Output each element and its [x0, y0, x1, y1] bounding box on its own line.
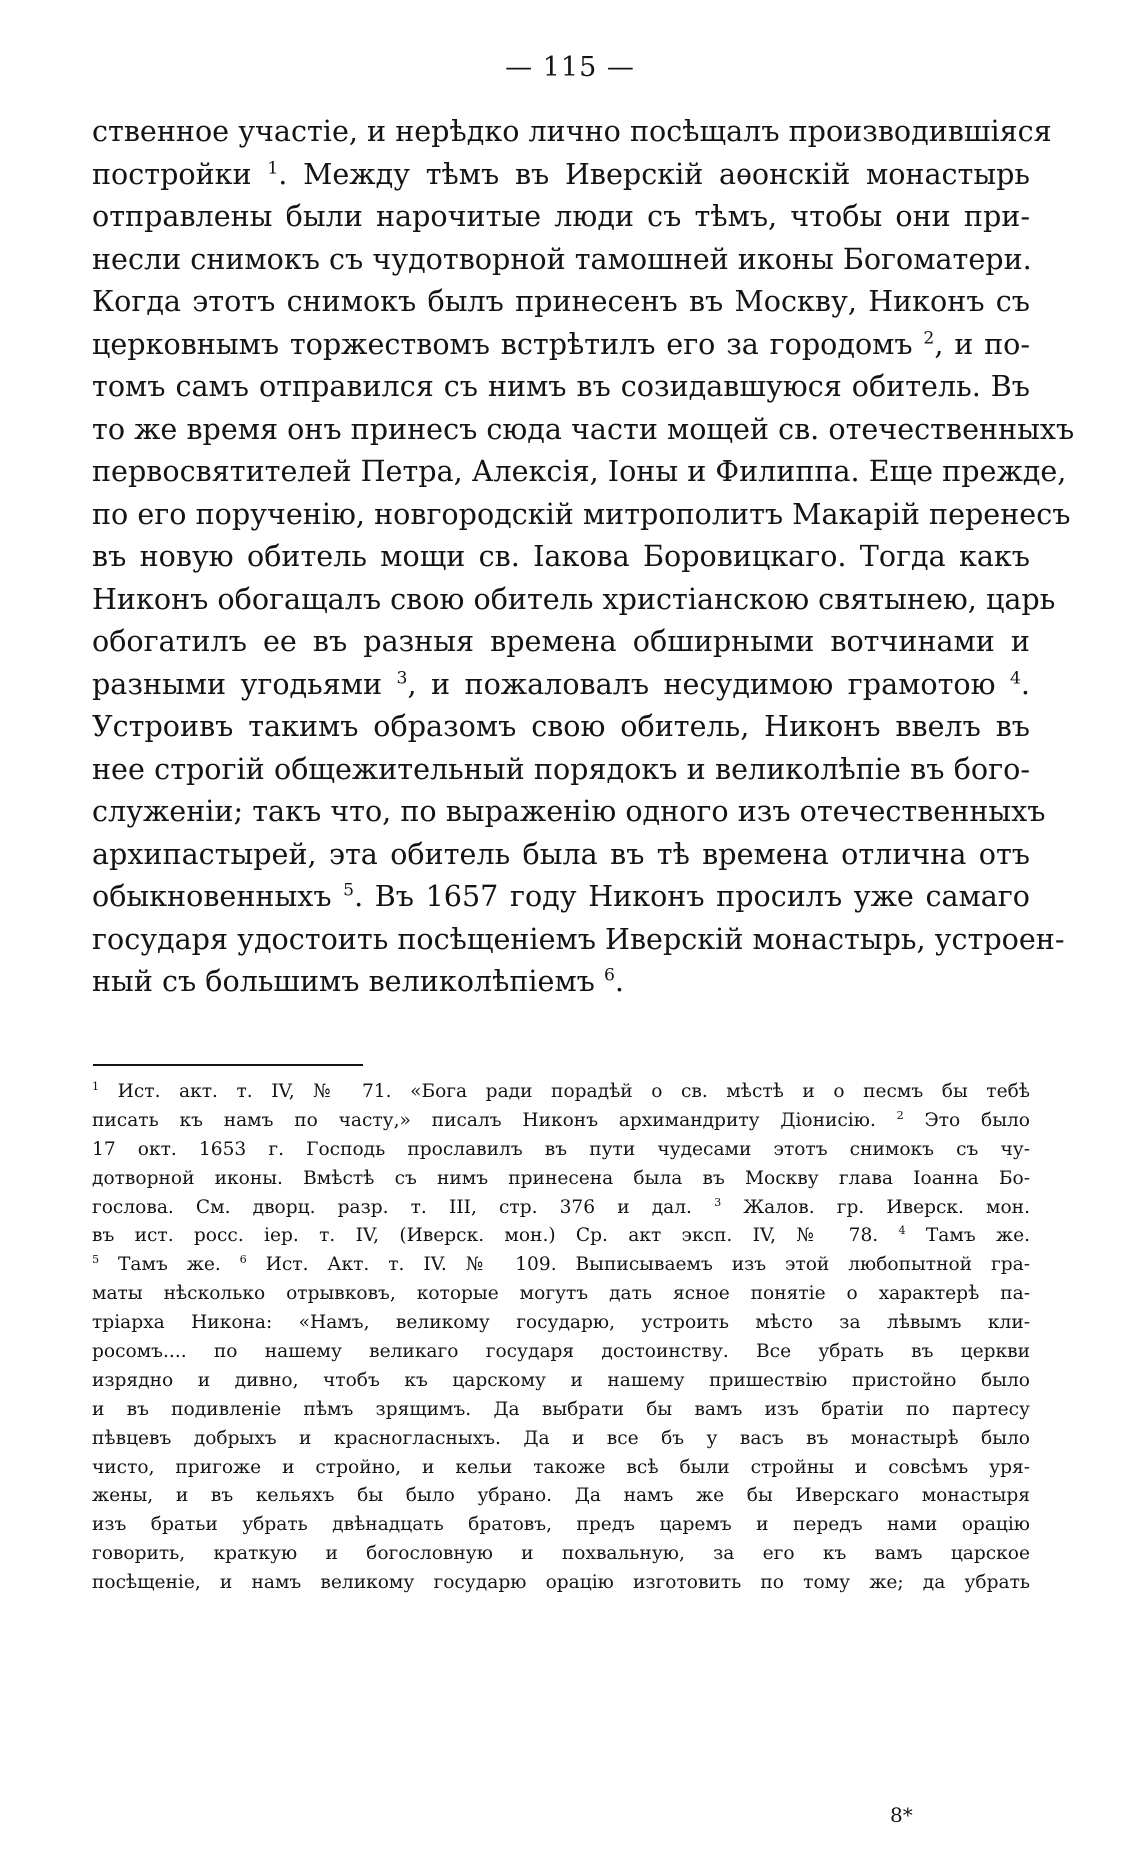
footnote-line: $^5$ Тамъ же. $^6$ Ист. Акт. т. IV. № 109. Выписываемъ изъ этой любопытной гра- [92, 1253, 1030, 1276]
body-line: первосвятителей Петра, Алексія, Іоны и Филиппа. Еще прежде, [92, 454, 1067, 488]
footnotes [92, 1078, 1030, 1598]
body-line: то же время онъ принесъ сюда части мощей св. отечественныхъ [92, 411, 1075, 446]
body-line: разными угодьями $^3$, и пожаловалъ несудимою грамотою $^4$. [92, 666, 1030, 701]
footnote-line: посѣщеніе, и намъ великому государю орацію изготовить по тому же; да убрать [92, 1572, 1030, 1594]
body-line: архипастырей, эта обитель была въ тѣ времена отлична отъ [92, 836, 1030, 871]
footnote-line: $^1$ Ист. акт. т. IV, № 71. «Бога ради порадѣй о св. мѣстѣ и о песмъ бы тебѣ [92, 1079, 1030, 1102]
footnote-divider [93, 1064, 363, 1066]
body-line: ственное участіе, и нерѣдко лично посѣщалъ производившіяся [92, 114, 1052, 148]
body-line: нее строгій общежительный порядокъ и великолѣпіе въ бого- [92, 751, 1030, 786]
footnote-line: тріарха Никона: «Намъ, великому государю, устроить мѣсто за лѣвымъ кли- [92, 1312, 1030, 1334]
body-line: томъ самъ отправился съ нимъ въ созидавшуюся обитель. Въ [92, 369, 1030, 403]
footnote-line: писать къ намъ по часту,» писалъ Никонъ архимандриту Діонисію. $^2$ Это было [92, 1108, 1031, 1131]
printer-signature-mark: 8* [890, 1803, 913, 1827]
footnote-line: въ ист. росс. іер. т. IV, (Иверск. мон.) Ср. акт эксп. IV, № 78. $^4$ Тамъ же. [92, 1224, 1030, 1247]
body-line: государя удостоить посѣщеніемъ Иверскій монастырь, устроен- [92, 921, 1065, 956]
footnote-line: росомъ.... по нашему великаго государя достоинству. Все убрать въ церкви [92, 1341, 1030, 1363]
body-line: Никонъ обогащалъ свою обитель христіанскою святынею, царь [92, 581, 1056, 616]
body-line: обогатилъ ее въ разныя времена обширными вотчинами и [92, 624, 1030, 658]
footnote-line: чисто, пригоже и стройно, и кельи такоже всѣ были стройны и совсѣмъ уря- [92, 1456, 1030, 1478]
body-line: постройки $^1$. Между тѣмъ въ Иверскій аѳонскій монастырь [92, 156, 1030, 191]
body-line: обыкновенныхъ $^5$. Въ 1657 году Никонъ просилъ уже самаго [92, 879, 1030, 913]
footnote-line: пѣвцевъ добрыхъ и красногласныхъ. Да и все бъ у васъ въ монастырѣ было [92, 1427, 1030, 1449]
footnote-line: гослова. См. дворц. разр. т. III, стр. 376 и дал. $^3$ Жалов. гр. Иверск. мон. [92, 1195, 1030, 1218]
body-line: ный съ большимъ великолѣпіемъ $^6$. [92, 964, 624, 998]
footnote-line: маты нѣсколько отрывковъ, которые могутъ дать ясное понятіе о характерѣ па- [92, 1283, 1030, 1305]
body-line: отправлены были нарочитые люди съ тѣмъ, чтобы они при- [92, 199, 1030, 233]
body-line: по его порученію, новгородскій митрополитъ Макарій перенесъ [92, 496, 1071, 531]
body-line: служеніи; такъ что, по выраженію одного изъ отечественныхъ [92, 794, 1046, 828]
body-line: церковнымъ торжествомъ встрѣтилъ его за городомъ $^2$, и по- [92, 326, 1030, 361]
footnote-line: 17 окт. 1653 г. Господь прославилъ въ пути чудесами этотъ снимокъ съ чу- [92, 1138, 1030, 1160]
body-line: Устроивъ такимъ образомъ свою обитель, Никонъ ввелъ въ [92, 709, 1030, 743]
footnote-line: и въ подивленіе пѣмъ зрящимъ. Да выбрати бы вамъ изъ братіи по партесу [92, 1398, 1030, 1420]
footnote-line: изъ братьи убрать двѣнадцать братовъ, предъ царемъ и передъ нами орацію [92, 1514, 1030, 1536]
footnote-line: дотворной иконы. Вмѣстѣ съ нимъ принесена была въ Москву глава Іоанна Бо- [92, 1167, 1030, 1189]
body-line: Когда этотъ снимокъ былъ принесенъ въ Москву, Никонъ съ [92, 284, 1030, 318]
footnote-line: говорить, краткую и богословную и похвальную, за его къ вамъ царское [92, 1543, 1030, 1565]
footnote-line: изрядно и дивно, чтобъ къ царскому и нашему пришествію пристойно было [92, 1369, 1030, 1391]
body-line: несли снимокъ съ чудотворной тамошней иконы Богоматери. [92, 241, 1032, 276]
body-text [92, 110, 1075, 1003]
page-number: — 115 — [505, 52, 635, 83]
footnote-line: жены, и въ кельяхъ бы было убрано. Да намъ же бы Иверскаго монастыря [92, 1485, 1030, 1507]
body-line: въ новую обитель мощи св. Іакова Боровицкаго. Тогда какъ [92, 539, 1030, 573]
